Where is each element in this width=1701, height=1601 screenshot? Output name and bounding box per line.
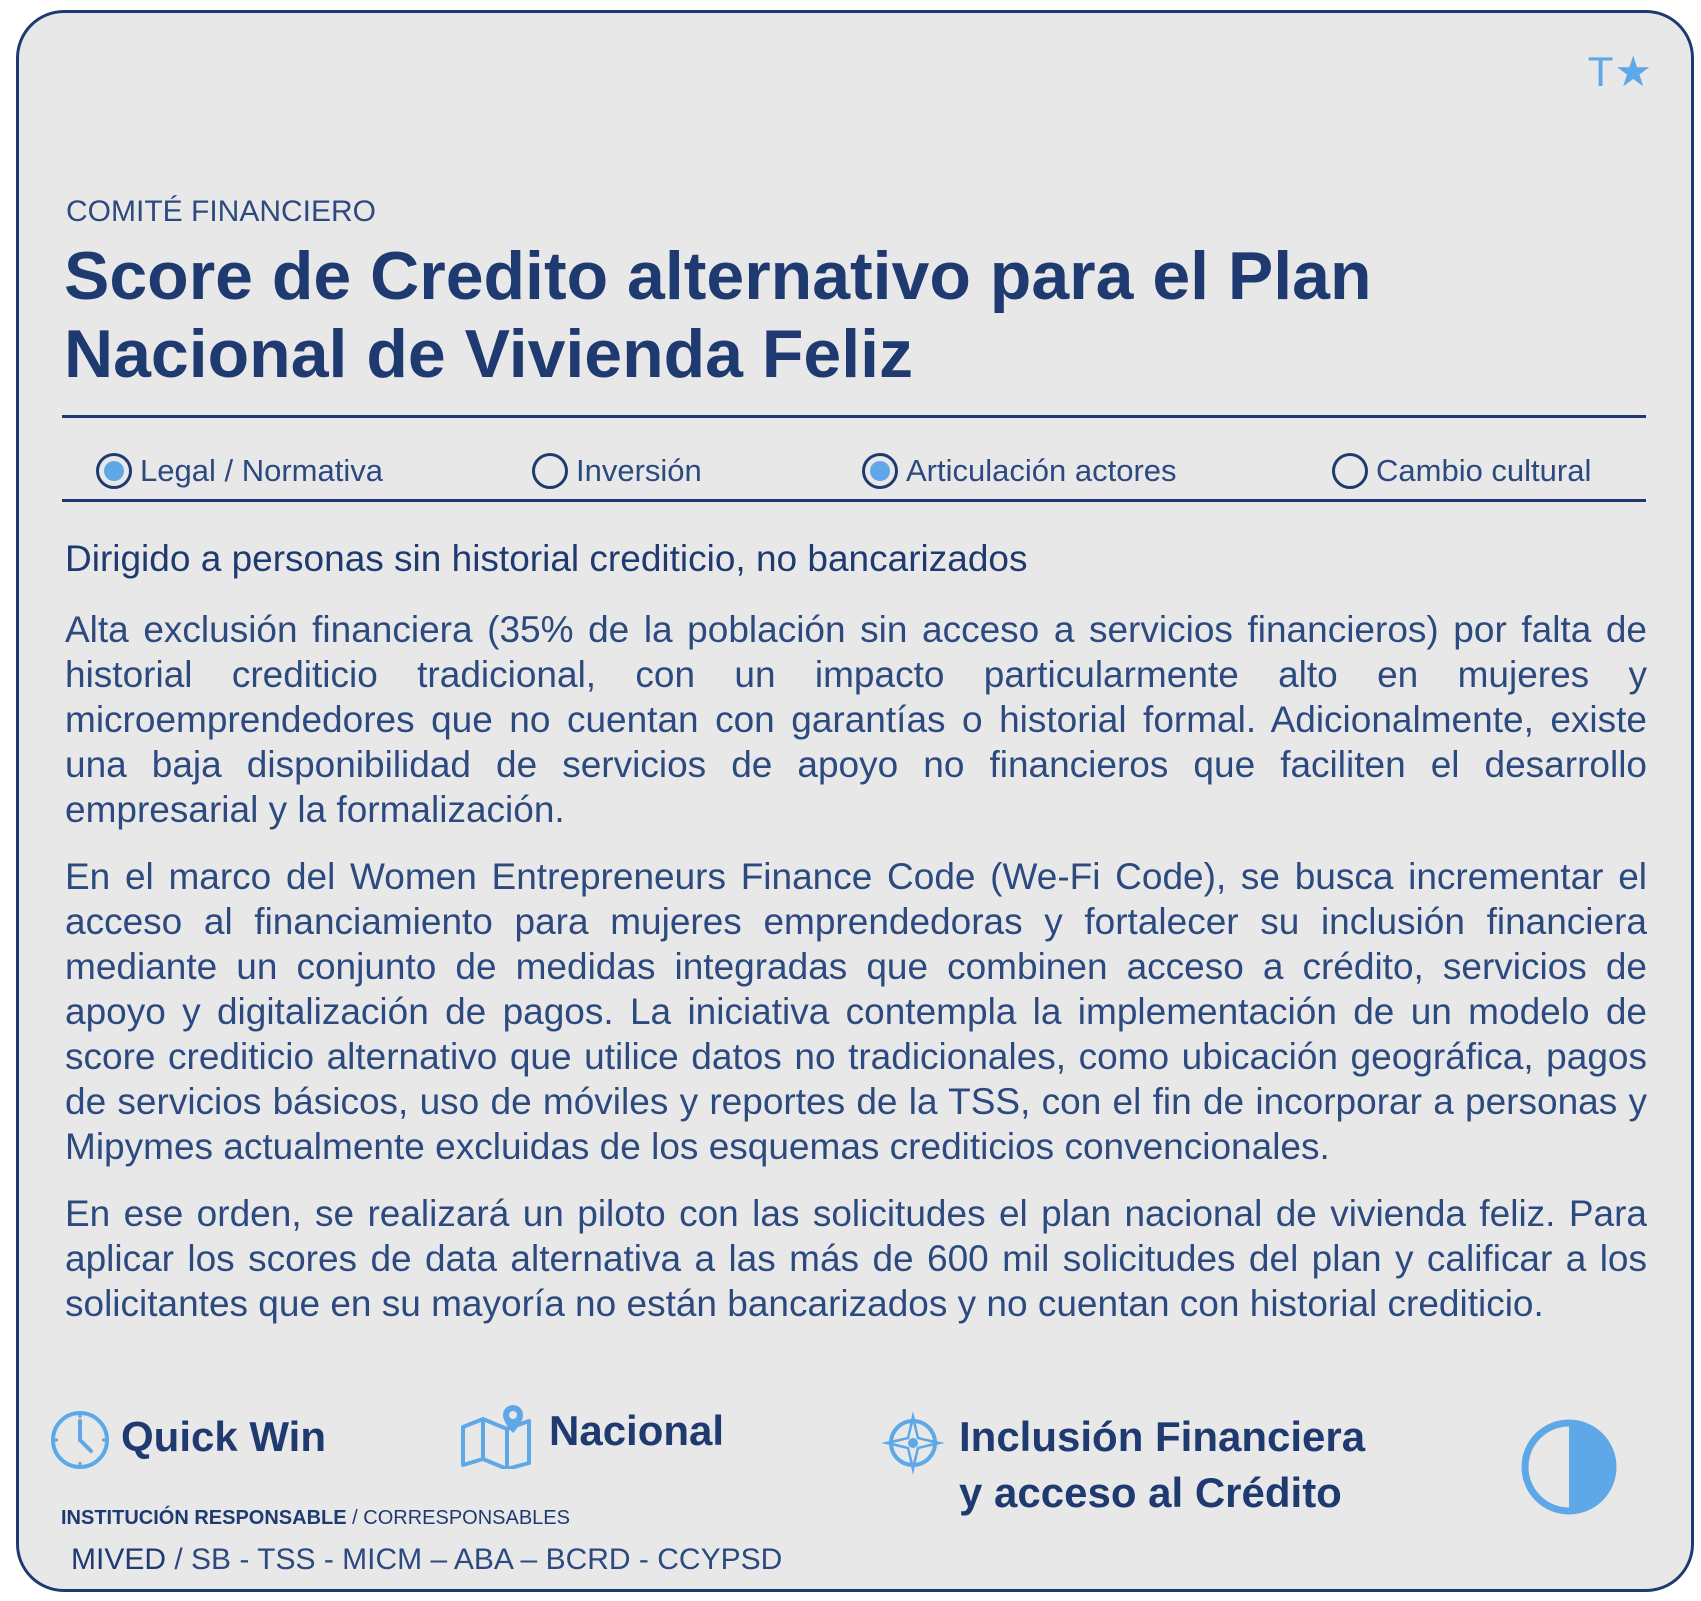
responsible-heading: INSTITUCIÓN RESPONSABLE (61, 1507, 347, 1529)
option-cambio-cultural[interactable] (1332, 438, 1591, 504)
radio-unchecked-icon[interactable] (532, 453, 568, 489)
axis-label-line1: Inclusión Financiera (959, 1413, 1366, 1460)
bottom-divider (62, 499, 1646, 502)
clock-icon (49, 1409, 111, 1471)
option-label: Articulación actores (906, 453, 1177, 488)
axis-label-line2: y acceso al Crédito (959, 1469, 1342, 1516)
radio-checked-icon[interactable] (96, 453, 132, 489)
description (65, 607, 1647, 1348)
category-options (62, 438, 1646, 504)
top-divider (62, 415, 1646, 418)
committee-label: COMITÉ FINANCIERO (66, 195, 377, 228)
option-legal-normativa[interactable] (96, 438, 383, 504)
paragraph: En ese orden, se realizará un piloto con las solicitudes el plan nacional de vivienda feliz. Para aplicar los scores de data alternativa a las más de 600 mil solicitudes del plan y calificar a los solicitantes que en su mayoría no están bancarizados y no cuentan con historial crediticio. (65, 1193, 1647, 1324)
responsible-institution: MIVED (71, 1543, 167, 1576)
option-articulacion-actores[interactable] (862, 438, 1177, 504)
corner-mark: T★ (1587, 48, 1653, 95)
timeframe-label: Quick Win (121, 1413, 326, 1460)
option-label: Legal / Normativa (140, 453, 383, 488)
timeframe-tag (49, 1409, 326, 1471)
option-label: Cambio cultural (1376, 453, 1592, 488)
map-pin-icon (459, 1403, 533, 1469)
radio-unchecked-icon[interactable] (1332, 453, 1368, 489)
coresponsible-institutions: / SB - TSS - MICM – ABA – BCRD - CCYPSD (174, 1543, 783, 1576)
page-title: Score de Credito alternativo para el Plan Nacional de Vivienda Feliz (64, 238, 1372, 392)
coresponsible-heading: / CORRESPONSABLES (352, 1507, 570, 1529)
axis-tag (879, 1409, 1365, 1521)
option-inversion[interactable] (532, 438, 702, 504)
option-label: Inversión (576, 453, 702, 488)
paragraph: En el marco del Women Entrepreneurs Finance Code (We-Fi Code), se busca incrementar el acceso al financiamiento para mujeres emprendedoras y fortalecer su inclusión financiera mediante un conjunto de medidas integradas que combinen acceso a crédito, servicios de apoyo y digitalización de pagos. La iniciativa contempla la implementación de un modelo de score crediticio alternativo que utilice datos no tradicionales, como ubicación geográfica, pagos de servicios básicos, uso de móviles y reportes de la TSS, con el fin de incorporar a personas y Mipymes actualmente excluidas de los esquemas crediticios convencionales. (65, 856, 1647, 1167)
institutions-list (71, 1543, 782, 1577)
radio-checked-icon[interactable] (862, 453, 898, 489)
compass-icon (879, 1409, 947, 1477)
paragraph: Alta exclusión financiera (35% de la población sin acceso a servicios financieros) por falta de historial crediticio tradicional, con un impacto particularmente alto en mujeres y microemprendedores que no cuentan con garantías o historial formal. Adicionalmente, existe una baja disponibilidad de servicios de apoyo no financieros que faciliten el desarrollo empresarial y la formalización. (65, 609, 1647, 830)
institution-heading (61, 1507, 570, 1530)
initiative-card (16, 10, 1694, 1592)
half-circle-icon (1519, 1417, 1619, 1517)
scope-tag (459, 1403, 724, 1469)
scope-label: Nacional (549, 1407, 725, 1454)
target-audience: Dirigido a personas sin historial crediticio, no bancarizados (65, 538, 1028, 579)
